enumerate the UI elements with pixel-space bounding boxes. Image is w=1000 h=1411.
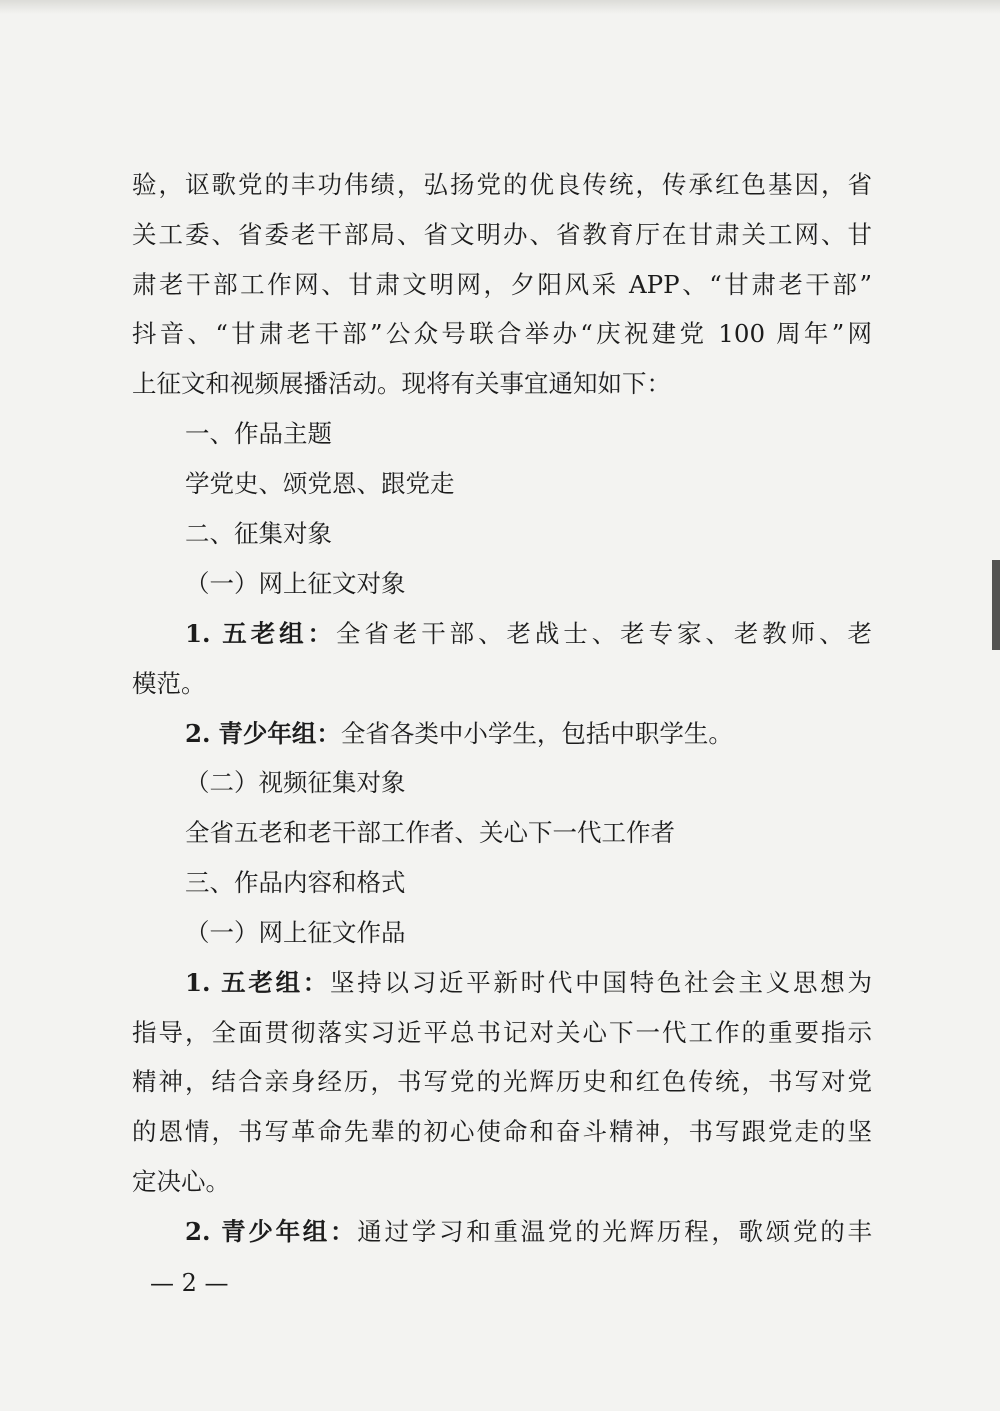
section-heading-theme: 一、作品主题 (185, 419, 332, 448)
item-label: 青少年组： (221, 1217, 358, 1246)
body-line-4: 抖音、“甘肃老干部”公众号联合举办“庆祝建党 100 周年”网 (132, 319, 872, 348)
item-number: 1. (185, 619, 211, 648)
theme-text: 学党史、颂党恩、跟党走 (185, 469, 455, 498)
item-number: 2. (185, 719, 211, 748)
body-line: 定决心。 (132, 1167, 230, 1196)
page-number: — 2 — (150, 1269, 229, 1297)
page-top-edge (0, 0, 1000, 14)
body-line-5: 上征文和视频展播活动。现将有关事宜通知如下： (132, 369, 671, 398)
item-text: 全省老干部、老战士、老专家、老教师、老 (335, 619, 873, 648)
item-number: 1. (185, 968, 211, 997)
subheading-video-targets: （二）视频征集对象 (185, 768, 406, 797)
item-youth-targets (185, 717, 872, 751)
body-line-3: 肃老干部工作网、甘肃文明网，夕阳风采 APP、“甘肃老干部” (132, 270, 872, 299)
item-label: 青少年组： (218, 719, 341, 748)
subheading-essay-targets: （一）网上征文对象 (185, 569, 406, 598)
item-youth-works (185, 1215, 872, 1249)
item-elders-works (185, 966, 872, 1000)
video-targets-text: 全省五老和老干部工作者、关心下一代工作者 (185, 818, 675, 847)
subheading-essay-works: （一）网上征文作品 (185, 918, 406, 947)
item-elders-targets (185, 617, 872, 651)
item-label: 五老组： (221, 968, 331, 997)
body-line: 指导，全面贯彻落实习近平总书记对关心下一代工作的重要指示 (132, 1018, 872, 1047)
body-line: 精神，结合亲身经历，书写党的光辉历史和红色传统，书写对党 (132, 1067, 872, 1096)
item-text: 通过学习和重温党的光辉历程，歌颂党的丰 (357, 1217, 872, 1246)
body-line-1: 验，讴歌党的丰功伟绩，弘扬党的优良传统，传承红色基因，省 (132, 170, 872, 199)
section-heading-targets: 二、征集对象 (185, 519, 332, 548)
item-text: 全省各类中小学生，包括中职学生。 (340, 719, 733, 748)
item-number: 2. (185, 1217, 211, 1246)
item-text: 坚持以习近平新时代中国特色社会主义思想为 (330, 968, 872, 997)
page-right-edge-mark (992, 560, 1000, 650)
item-label: 五老组： (222, 619, 336, 648)
section-heading-content-format: 三、作品内容和格式 (185, 868, 406, 897)
body-line: 的恩情，书写革命先辈的初心使命和奋斗精神，书写跟党走的坚 (132, 1117, 872, 1146)
body-line-continuation: 模范。 (132, 669, 206, 698)
body-line-2: 关工委、省委老干部局、省文明办、省教育厅在甘肃关工网、甘 (132, 220, 872, 249)
